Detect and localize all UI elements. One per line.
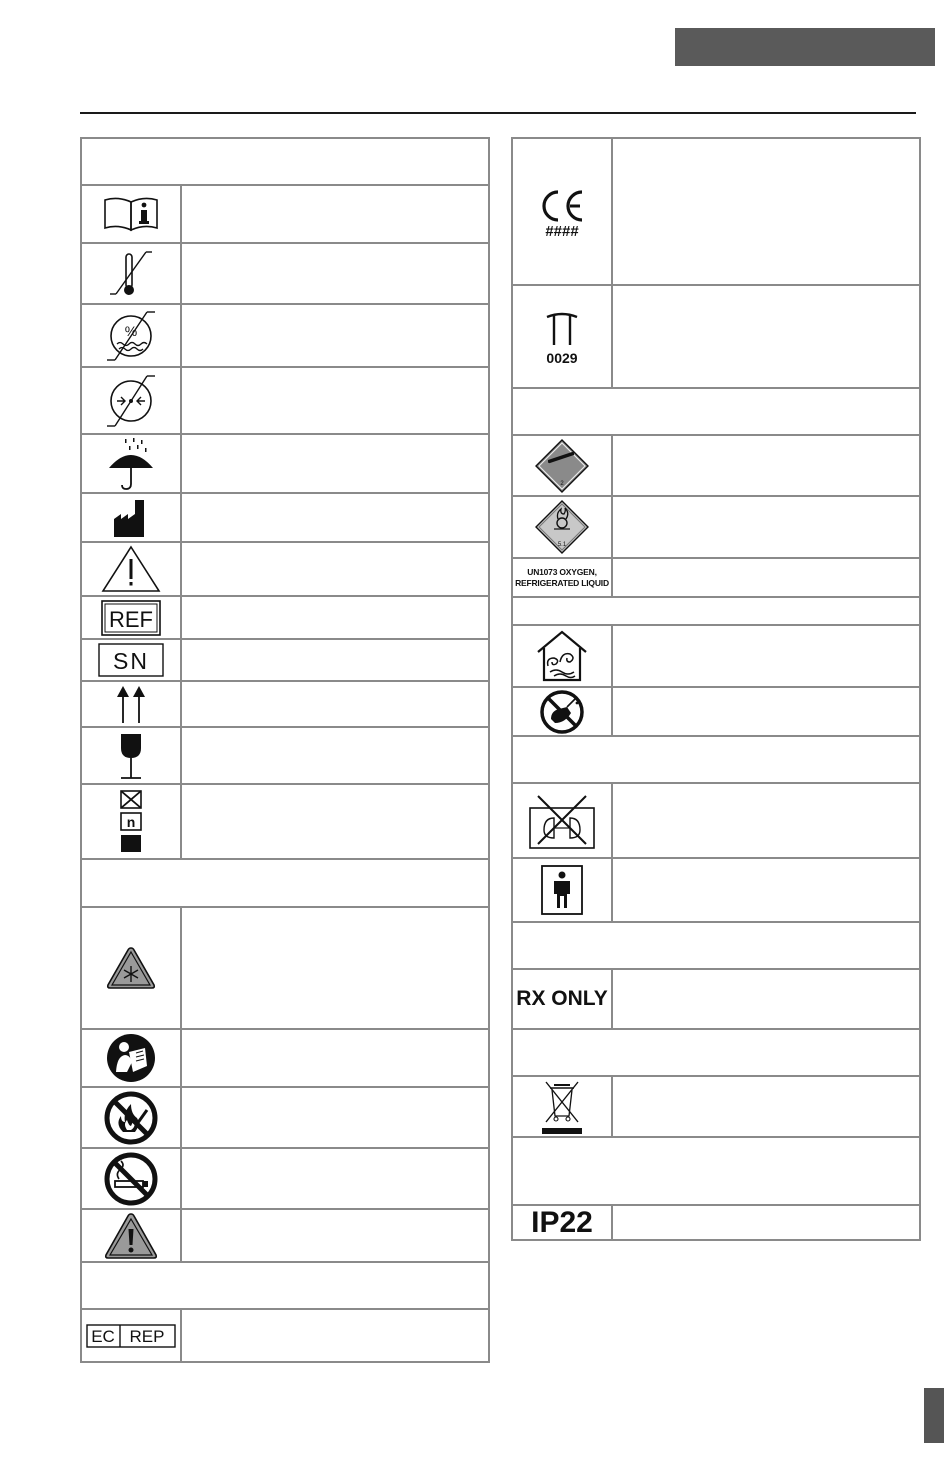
symbol-row [81, 185, 489, 243]
symbol-row [81, 784, 489, 859]
symbol-row [512, 625, 920, 687]
humidity-limitation-icon [81, 304, 181, 367]
section-header-row [512, 922, 920, 969]
section-header-row [512, 1029, 920, 1076]
symbol-row [81, 681, 489, 727]
no-smoking-icon [81, 1148, 181, 1209]
symbol-row [81, 434, 489, 493]
pi-mark-icon [512, 285, 612, 388]
header-rule [80, 112, 916, 114]
sn-label: SN [113, 648, 149, 674]
un1073-line1: UN1073 OXYGEN, [527, 566, 597, 577]
caution-triangle-icon [81, 542, 181, 596]
symbol-row [512, 435, 920, 496]
left-symbol-table [80, 137, 490, 1363]
symbol-row [512, 558, 920, 597]
pi-number: 0029 [546, 349, 578, 365]
no-mri-icon [512, 783, 612, 858]
ref-catalogue-number-icon [81, 596, 181, 639]
keep-dry-umbrella-icon [81, 434, 181, 493]
right-symbol-table [511, 137, 921, 1241]
un1073-line2: REFRIGERATED LIQUID [515, 577, 609, 588]
ref-label: REF [109, 606, 153, 632]
symbol-row [81, 1148, 489, 1209]
non-flammable-gas-class2-diamond-icon [512, 435, 612, 496]
section-header-row [512, 1137, 920, 1205]
rx-only-label: RX ONLY [516, 987, 608, 1010]
type-b-applied-part-icon [512, 858, 612, 922]
section-header-row [512, 388, 920, 435]
symbol-row [512, 1205, 920, 1240]
un1073-text-icon [512, 558, 612, 597]
ce-mark-icon [512, 138, 612, 285]
ip22-rating-icon [512, 1205, 612, 1240]
section-header-row [81, 138, 489, 185]
symbol-row [512, 687, 920, 736]
rep-label: REP [129, 1326, 165, 1346]
ec-label: EC [91, 1326, 115, 1346]
symbol-row [81, 1029, 489, 1087]
read-manual-mandatory-icon [81, 1029, 181, 1087]
symbol-row [81, 727, 489, 784]
stack-n-label: n [126, 813, 136, 830]
no-open-flame-icon [81, 1087, 181, 1148]
ip22-label: IP22 [531, 1205, 593, 1239]
symbol-row [81, 1309, 489, 1362]
no-oil-grease-icon [512, 687, 612, 736]
rx-only-text-icon [512, 969, 612, 1029]
manufacturer-factory-icon [81, 493, 181, 542]
oxidizer-class5-1-diamond-icon [512, 496, 612, 558]
general-warning-icon [81, 1209, 181, 1262]
symbol-row [81, 493, 489, 542]
header-bar [675, 28, 935, 66]
symbol-row [81, 596, 489, 639]
stacking-limit-icon [81, 784, 181, 859]
symbol-row [81, 367, 489, 434]
symbol-row [81, 1209, 489, 1262]
symbol-row [512, 1076, 920, 1137]
symbol-row [512, 969, 920, 1029]
temperature-limit-icon [81, 243, 181, 304]
symbol-row [512, 285, 920, 388]
class-number: 2 [560, 480, 564, 487]
weee-crossed-bin-icon [512, 1076, 612, 1137]
symbol-row [81, 542, 489, 596]
section-header-row [512, 736, 920, 783]
symbol-row [81, 639, 489, 681]
symbol-row [512, 496, 920, 558]
symbol-row [81, 304, 489, 367]
ventilated-area-house-icon [512, 625, 612, 687]
symbol-row [512, 858, 920, 922]
serial-number-icon [81, 639, 181, 681]
section-header-row [512, 597, 920, 625]
symbol-row [81, 1087, 489, 1148]
section-header-row [81, 859, 489, 907]
atmospheric-pressure-limitation-icon [81, 367, 181, 434]
ec-rep-authorized-representative-icon [81, 1309, 181, 1362]
class-number: 5.1 [557, 542, 567, 548]
svg-text:%: % [124, 322, 138, 339]
cryogenic-cold-warning-icon [81, 907, 181, 1029]
ce-number: #### [545, 222, 579, 240]
symbol-row [512, 783, 920, 858]
this-way-up-arrows-icon [81, 681, 181, 727]
consult-instructions-info-icon [81, 185, 181, 243]
symbol-row [81, 907, 489, 1029]
symbol-row [512, 138, 920, 285]
fragile-glass-icon [81, 727, 181, 784]
symbol-row [81, 243, 489, 304]
page-edge-tab [924, 1388, 944, 1443]
section-header-row [81, 1262, 489, 1309]
